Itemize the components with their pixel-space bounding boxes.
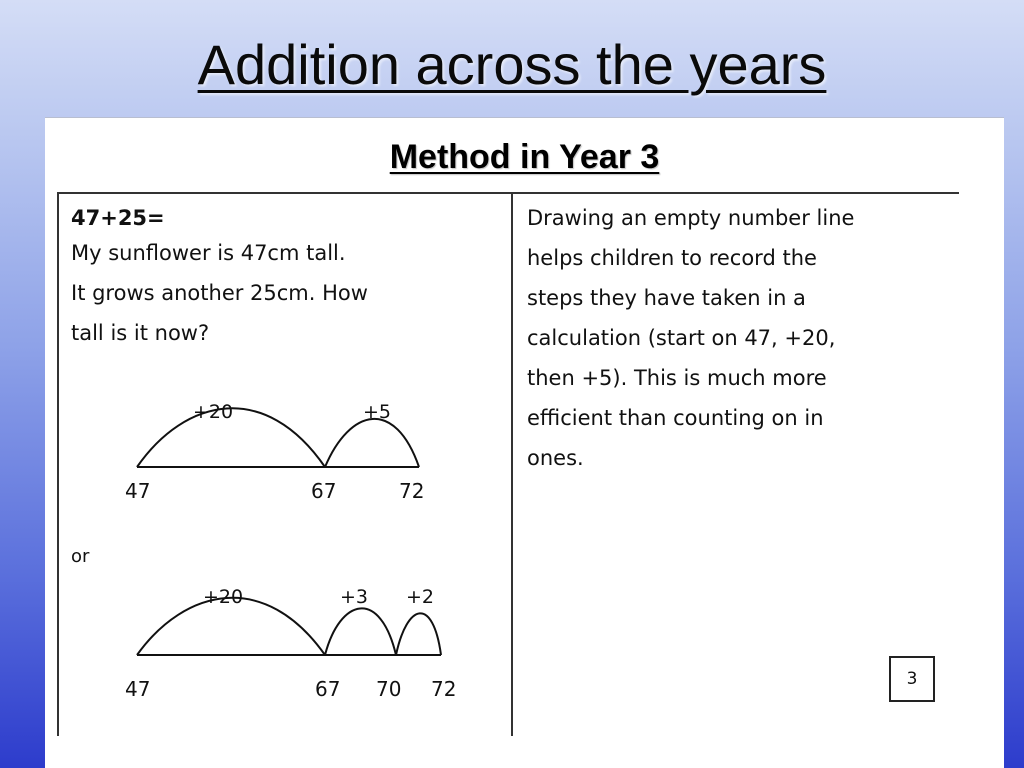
question-line-3: tall is it now?	[71, 321, 210, 345]
page-number-box	[889, 656, 935, 702]
explanation-line-7: ones.	[527, 446, 584, 470]
slide-title: Addition across the years	[197, 33, 827, 96]
jump-label-20b: +20	[203, 586, 244, 608]
page-number: 3	[906, 669, 918, 689]
jump-arc-2	[396, 613, 441, 655]
method-subtitle: Method in Year 3	[389, 138, 660, 176]
explanation-line-6: efficient than counting on in	[527, 406, 824, 430]
point-label-72: 72	[399, 479, 425, 503]
point-label-72b: 72	[431, 677, 457, 701]
question-line-1: My sunflower is 47cm tall.	[71, 241, 346, 265]
explanation-line-5: then +5). This is much more	[527, 366, 827, 390]
jump-label-20: +20	[193, 401, 234, 423]
explanation-line-2: helps children to record the	[527, 246, 817, 270]
explanation-line-4: calculation (start on 47, +20,	[527, 326, 836, 350]
explanation-line-1: Drawing an empty number line	[527, 206, 855, 230]
explanation-line-3: steps they have taken in a	[527, 286, 806, 310]
worksheet-panel	[45, 118, 1004, 768]
explanation-block	[527, 198, 947, 478]
or-label: or	[71, 546, 90, 567]
point-label-47: 47	[125, 479, 151, 503]
point-label-67: 67	[311, 479, 337, 503]
number-line-2	[45, 118, 515, 718]
jump-label-2: +2	[406, 586, 435, 608]
point-label-67b: 67	[315, 677, 341, 701]
jump-label-3: +3	[340, 586, 369, 608]
question-line-2: It grows another 25cm. How	[71, 281, 368, 305]
question-heading: 47+25=	[71, 206, 165, 230]
point-label-47b: 47	[125, 677, 151, 701]
jump-label-5: +5	[363, 401, 392, 423]
point-label-70: 70	[376, 677, 402, 701]
jump-arc-3	[325, 608, 396, 655]
